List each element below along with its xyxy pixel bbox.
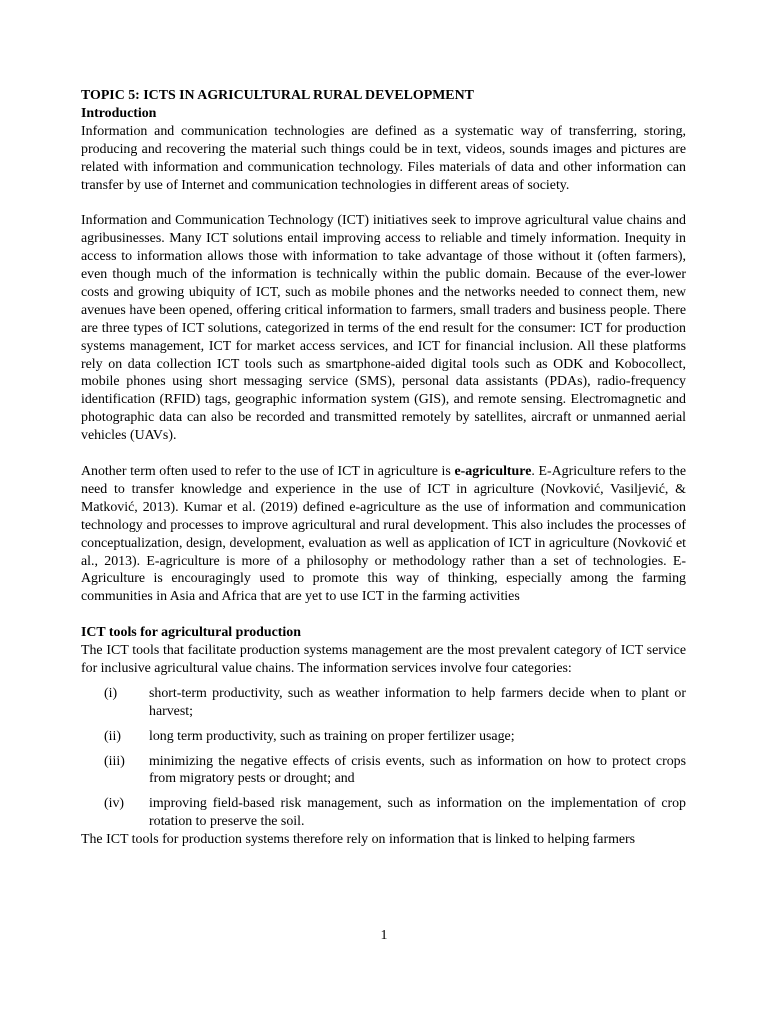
list-item-number: (iii) xyxy=(104,753,125,769)
paragraph-ict-initiatives: Information and Communication Technology (ICT) initiatives seek to improve agricultural value chains and agribusinesses. Many ICT solutions entail improving access to reliable and timely information. Inequity in access to information allows those with information to take advantage of those without it (often farmers), even though much of the information is technically within the public domain. Because of the ever-lower costs and growing ubiquity of ICT, such as mobile phones and the networks needed to connect them, new avenues have been opened, offering critical information to farmers, small traders and business people. There are three types of ICT solutions, categorized in terms of the end result for the consumer: ICT for production systems management, ICT for market access services, and ICT for financial inclusion. All these platforms rely on data collection ICT tools such as smartphone-aided digital tools such as ODK and Kobocollect, mobile phones using short messaging service (SMS), personal data assistants (PDAs), radio-frequency identification (RFID) tags, geographic information system (GIS), and remote sensing. Electromagnetic and photographic data can also be recorded and transmitted remotely by satellites, aircraft or unmanned aerial vehicles (UAVs). xyxy=(81,213,686,444)
topic-title: TOPIC 5: ICTS IN AGRICULTURAL RURAL DEVELOPMENT xyxy=(81,88,474,103)
list-item xyxy=(81,753,686,789)
list-item xyxy=(81,728,686,746)
e-agriculture-term: e-agriculture xyxy=(454,464,532,479)
list-item-number: (i) xyxy=(104,685,118,701)
document-body xyxy=(81,87,686,849)
paragraph-production-tools: The ICT tools for production systems therefore rely on information that is linked to helping farmers xyxy=(81,832,636,848)
list-item-text: minimizing the negative effects of crisis events, such as information on how to protect crops from migratory pests or drought; and xyxy=(149,753,686,787)
paragraph-e-agriculture-rest: . E-Agriculture refers to the need to transfer knowledge and experience in the use of ICT in agriculture (Novković, Vasiljević, & Matković, 2013). Kumar et al. (2019) defined e-agriculture as the use of information and communication technology and processes to improve agricultural and rural development. This also includes the processes of conceptualization, design, development, evaluation as well as application of ICT in agriculture (Novković et al., 2013). E-agriculture is more of a philosophy or methodology rather than a set of technologies. E-Agriculture is encouragingly used to promote this way of thinking, especially among the farming communities in Asia and Africa that are yet to use ICT in the farming activities xyxy=(81,464,687,605)
introduction-heading: Introduction xyxy=(81,105,157,121)
list-item-number: (ii) xyxy=(104,728,121,744)
list-item-text: improving field-based risk management, such as information on the implementation of crop rotation to preserve the soil. xyxy=(149,796,686,830)
list-item-text: short-term productivity, such as weather information to help farmers decide when to plant or harvest; xyxy=(149,685,686,719)
paragraph-production-systems: The ICT tools that facilitate production systems management are the most prevalent category of ICT service for inclusive agricultural value chains. The information services involve four categories: xyxy=(81,643,686,676)
list-item-text: long term productivity, such as training on proper fertilizer usage; xyxy=(149,728,515,744)
paragraph-ict-definition: Information and communication technologies are defined as a systematic way of transferring, storing, producing and recovering the material such things could be in text, videos, sounds images and pictures are related with information and communication technology. Files materials of data and other information can transfer by use of Internet and communication technologies in different areas of society. xyxy=(81,123,686,193)
list-item xyxy=(81,685,686,721)
paragraph-e-agriculture-lead: Another term often used to refer to the use of ICT in agriculture is xyxy=(81,464,455,479)
list-item xyxy=(81,795,686,831)
paragraph-e-agriculture xyxy=(81,463,686,606)
page-number: 1 xyxy=(380,928,388,943)
categories-list xyxy=(81,685,686,831)
ict-tools-heading: ICT tools for agricultural production xyxy=(81,625,301,641)
list-item-number: (iv) xyxy=(104,796,125,812)
